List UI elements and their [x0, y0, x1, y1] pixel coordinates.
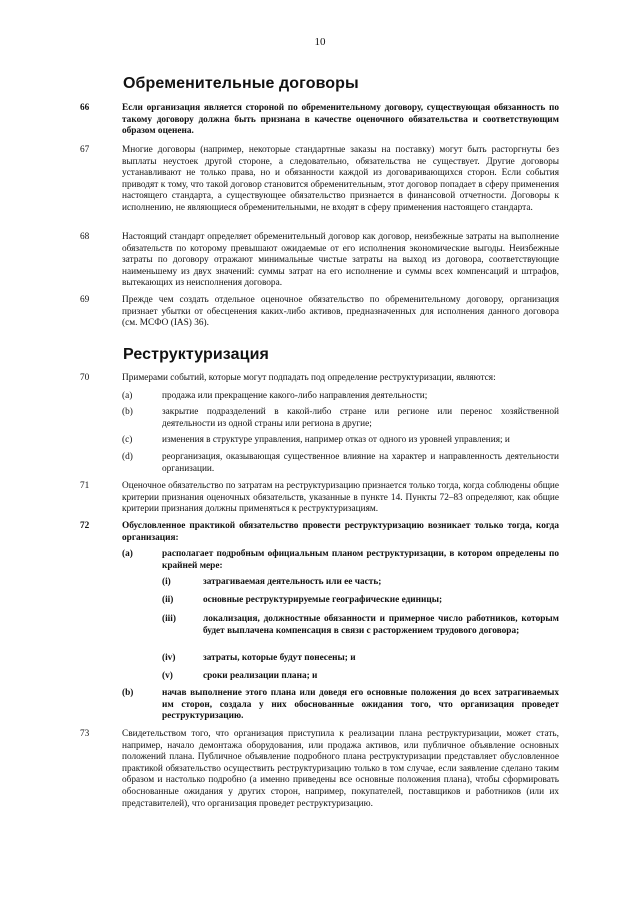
- section-title-onerous-contracts: Обременительные договоры: [123, 75, 359, 92]
- list-item-text: изменения в структуре управления, например отказ от одного из уровней управления; и: [162, 435, 510, 445]
- paragraph-number: 67: [80, 145, 90, 155]
- paragraph-number: 66: [80, 103, 90, 113]
- paragraph-text: Если организация является стороной по обременительному договору, существующая обязанность по такому договору должна быть признана в качестве оценочного обязательства и соответствующим образом оценена.: [122, 103, 559, 137]
- paragraph-text: Примерами событий, которые могут подпадать под определение реструктуризации, являются:: [122, 373, 496, 383]
- paragraph-number: 69: [80, 295, 90, 305]
- sub-item-text: сроки реализации плана; и: [203, 671, 318, 681]
- sub-item-label: (ii): [162, 595, 174, 605]
- paragraph-text: Многие договоры (например, некоторые стандартные заказы на поставку) могут быть расторгнуты без выплаты неустоек другой стороне, а следовательно, обязательства не существует. Другие договоры устанавливают не только права, но и обязанности каждой из договаривающихся сторон. Если события приводят к тому, что такой договор становится обременительным, этот договор попадает в сферу применения настоящего стандарта, а существующее обязательство признается в финансовой отчетности. Договоры к исполнению, не являющиеся обременительными, не входят в сферу применения настоящего стандарта.: [122, 145, 559, 213]
- list-item-text: продажа или прекращение какого-либо направления деятельности;: [162, 391, 428, 401]
- sub-item-text: основные реструктурируемые географические единицы;: [203, 595, 443, 605]
- sub-item-text: локализация, должностные обязанности и примерное число работников, которым будет выплачена компенсация в связи с расторжением трудового договора;: [203, 614, 559, 636]
- paragraph-text: Свидетельством того, что организация приступила к реализации плана реструктуризации, может стать, например, начало демонтажа оборудования, или продажа активов, или публичное объявление основных положений плана. Публичное объявление подробного плана реструктуризации представляет обусловленное практикой обязательство осуществить реструктуризацию только в том случае, если заявление сделано таким образом и настолько подробно (а именно приведены все основные положения плана), чтобы сформировать обоснованные ожидания у других сторон, например, покупателей, поставщиков и работников (или их представителей), что организация проведет реструктуризацию.: [122, 729, 559, 809]
- section-title-restructuring: Реструктуризация: [123, 346, 269, 363]
- sub-item-label: (iv): [162, 653, 176, 663]
- list-item-label: (b): [122, 688, 134, 698]
- page-number: 10: [314, 36, 326, 48]
- paragraph-number: 71: [80, 481, 90, 491]
- paragraph-number: 72: [80, 521, 90, 531]
- list-item-text: закрытие подразделений в какой-либо стране или регионе или перенос хозяйственной деятельности из одной страны или региона в другие;: [162, 407, 559, 429]
- sub-item-label: (iii): [162, 614, 176, 624]
- list-item-label: (a): [122, 391, 133, 401]
- sub-item-label: (v): [162, 671, 173, 681]
- paragraph-text: Настоящий стандарт определяет обременительный договор как договор, неизбежные затраты на выполнение обязательств по которому превышают ожидаемые от его исполнения экономические выгоды. Неизбежные затраты по договору отражают минимальные чистые затраты на выход из договора, соответствующие наименьшему из двух значений: суммы затрат на его исполнение и суммы всех компенсаций и штрафов, вытекающих из неисполнения договора.: [122, 232, 559, 289]
- list-item-label: (a): [122, 549, 133, 559]
- list-item-label: (d): [122, 452, 133, 462]
- sub-item-label: (i): [162, 577, 171, 587]
- paragraph-text: Обусловленное практикой обязательство провести реструктуризацию возникает только тогда, когда организация:: [122, 521, 559, 543]
- sub-item-text: затраты, которые будут понесены; и: [203, 653, 356, 663]
- list-item-text: начав выполнение этого плана или доведя его основные положения до всех затрагиваемых им сторон, создала у них обоснованные ожидания того, что организация проведет реструктуризацию.: [162, 688, 559, 722]
- sub-item-text: затрагиваемая деятельность или ее часть;: [203, 577, 382, 587]
- paragraph-number: 70: [80, 373, 90, 383]
- list-item-label: (c): [122, 435, 133, 445]
- paragraph-text: Прежде чем создать отдельное оценочное обязательство по обременительному договору, организация признает убытки от обесценения каких-либо активов, предназначенных для исполнения данного договора (см. МСФО (IAS) 36).: [122, 295, 559, 329]
- list-item-text: располагает подробным официальным планом реструктуризации, в котором определены по крайней мере:: [162, 549, 559, 571]
- list-item-label: (b): [122, 407, 133, 417]
- paragraph-text: Оценочное обязательство по затратам на реструктуризацию признается только тогда, когда соблюдены общие критерии признания оценочных обязательств, указанные в пункте 14. Пункты 72–83 определяют, как общие критерии признания должны применяться к реструктуризациям.: [122, 481, 559, 515]
- paragraph-number: 68: [80, 232, 90, 242]
- list-item-text: реорганизация, оказывающая существенное влияние на характер и направленность деятельности организации.: [162, 452, 559, 474]
- paragraph-number: 73: [80, 729, 90, 739]
